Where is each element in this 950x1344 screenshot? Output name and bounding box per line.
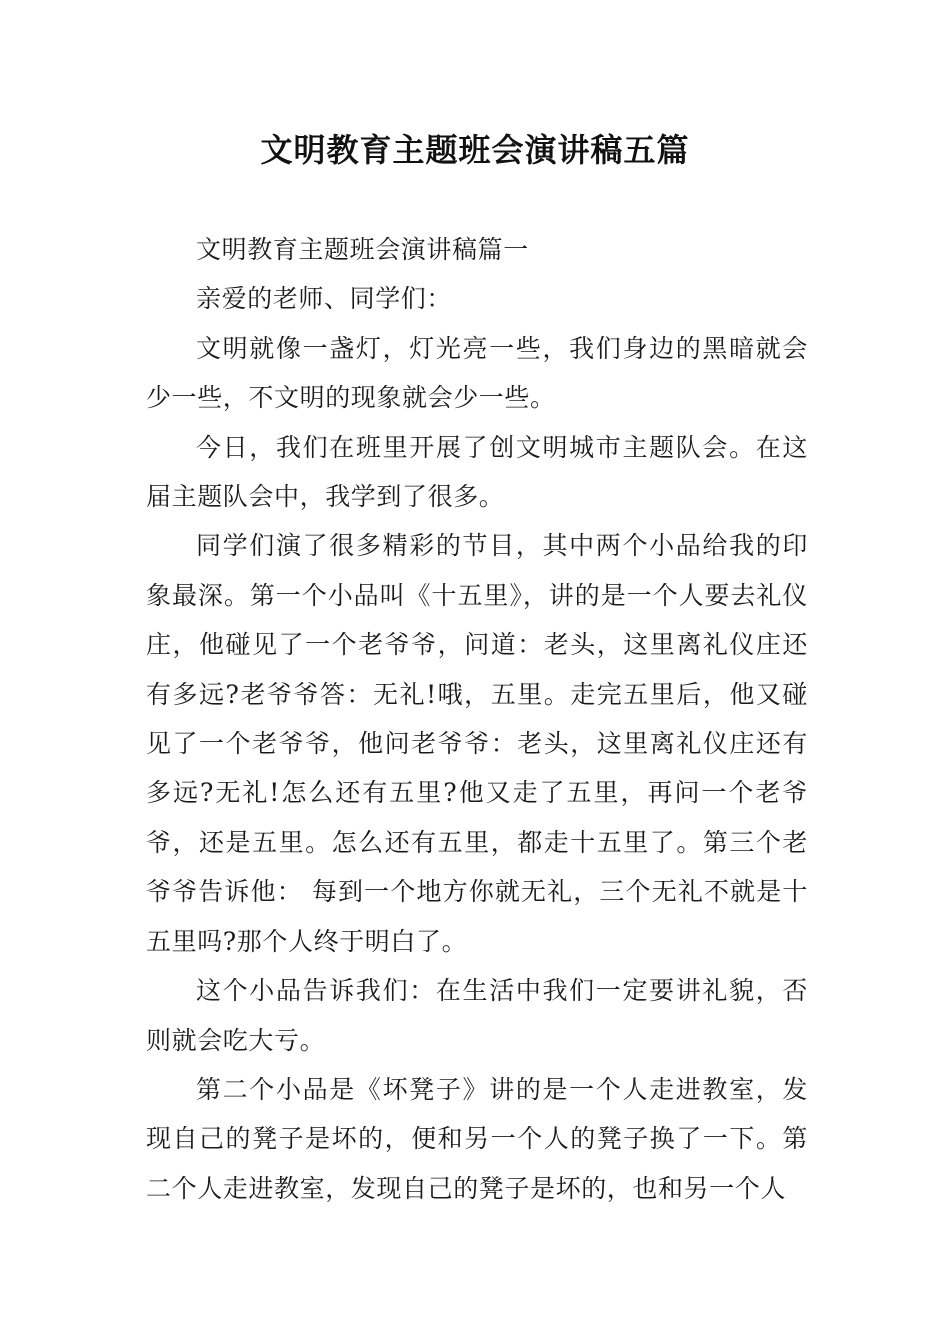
paragraph: 同学们演了很多精彩的节目，其中两个小品给我的印象最深。第一个小品叫《十五里》，讲的是一个人要去礼仪庄，他碰见了一个老爷爷，问道：老头，这里离礼仪庄还有多远?老爷爷答：无礼!哦，五里。走完五里后，他又碰见了一个老爷爷，他问老爷爷：老头，这里离礼仪庄还有多远?无礼!怎么还有五里?他又走了五里，再问一个老爷爷，还是五里。怎么还有五里，都走十五里了。第三个老爷爷告诉他： 每到一个地方你就无礼，三个无礼不就是十五里吗?那个人终于明白了。: [146, 531, 808, 956]
paragraph: 第二个小品是《坏凳子》讲的是一个人走进教室，发现自己的凳子是坏的，便和另一个人的凳子换了一下。第二个人走进教室，发现自己的凳子是坏的，也和另一个人: [146, 1074, 808, 1203]
document-body: [146, 225, 808, 1213]
paragraph: 文明就像一盏灯，灯光亮一些，我们身边的黑暗就会少一些，不文明的现象就会少一些。: [146, 333, 808, 413]
paragraph: 今日，我们在班里开展了创文明城市主题队会。在这届主题队会中，我学到了很多。: [146, 432, 808, 512]
paragraph: 这个小品告诉我们：在生活中我们一定要讲礼貌，否则就会吃大亏。: [146, 976, 808, 1055]
paragraph-section-heading: 文明教育主题班会演讲稿篇一: [196, 235, 529, 264]
document-title: 文明教育主题班会演讲稿五篇: [260, 131, 690, 169]
paragraph-salutation: 亲爱的老师、同学们：: [196, 284, 453, 314]
